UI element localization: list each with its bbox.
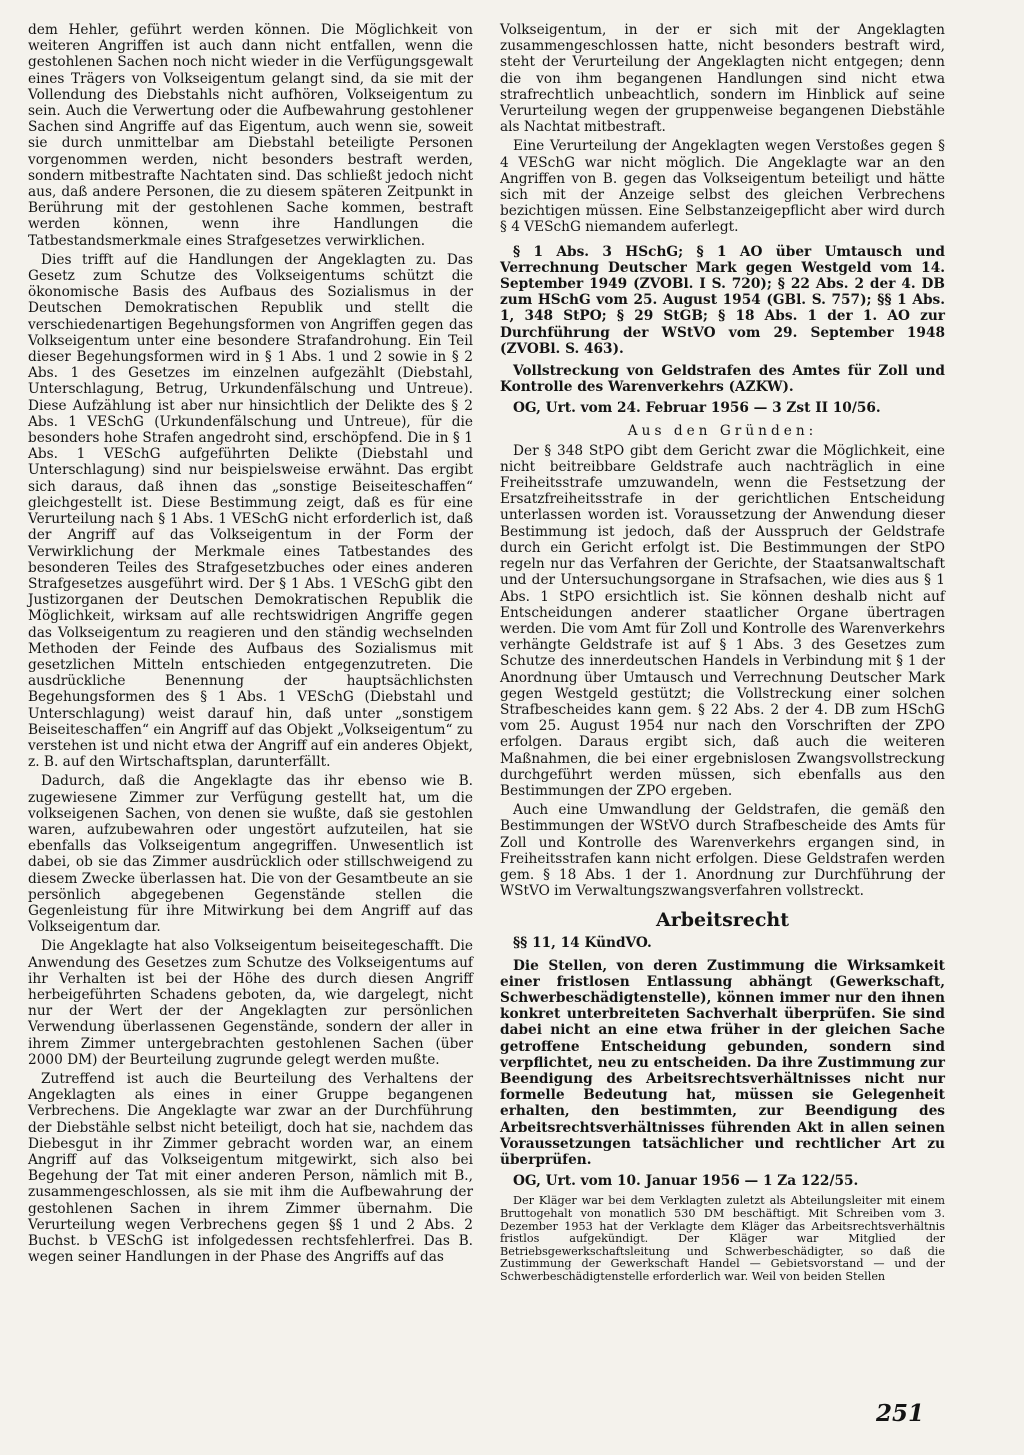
case-headnote: Die Stellen, von deren Zustimmung die Wirksamkeit einer fristlosen Entlassung abhängt (Gewerkschaft, Schwerbeschädigtenstelle), können immer nur den ihnen konkret unterbreiteten Sachverhalt überprüfen. Sie sind dabei nicht an eine etwa früher in der gleichen Sache getroffene Entscheidung gebunden, sondern sind verpflichtet, neu zu entscheiden. Da ihre Zustimmung zur Beendigung des Arbeitsrechtsverhältnisses nicht nur formelle Bedeutung hat, müssen sie Gelegenheit erhalten, den bestimmten, zur Beendigung des Arbeitsrechtsverhältnisses führenden Akt in allen seinen Voraussetzungen tatsächlicher und rechtlicher Art zu überprüfen. [500,957,945,1168]
paragraph: Die Angeklagte hat also Volkseigentum beiseitegeschafft. Die Anwendung des Gesetzes zum Schutze des Volkseigentums auf ihr Verhalten ist bei der Höhe des durch diesen Angriff herbeigeführten Schadens geboten, da, wie dargelegt, nicht nur der Wert der der Angeklagten zur persönlichen Verwendung überlassenen Gegenstände, sondern der aller in ihrem Zimmer untergebrachten gestohlenen Sachen (über 2000 DM) der Beurteilung zugrunde gelegt werden mußte. [28,938,473,1068]
case-citation: OG, Urt. vom 24. Februar 1956 — 3 Zst II 10/56. [513,400,881,417]
paragraph: Dies trifft auf die Handlungen der Angeklagten zu. Das Gesetz zum Schutze des Volkseigentums schützt die ökonomische Basis des Aufbaus des Sozialismus in der Deutschen Demokratischen Republik und stellt die verschiedenartigen Begehungsformen von Angriffen gegen das Volkseigentum unter eine besondere Strafandrohung. Ein Teil dieser Begehungsformen wird in § 1 Abs. 1 und 2 sowie in § 2 Abs. 1 des Gesetzes im einzelnen aufgezählt (Diebstahl, Unterschlagung, Betrug, Urkundenfälschung und Untreue). Diese Aufzählung ist aber nur hinsichtlich der Delikte des § 2 Abs. 1 VESchG (Urkundenfälschung und Untreue), für die besonders hohe Strafen angedroht sind, erschöpfend. Die in § 1 Abs. 1 VESchG aufgeführten Delikte (Diebstahl und Unterschlagung) sind nur beispielsweise erwähnt. Das ergibt sich daraus, daß ihnen das „sonstige Beiseiteschaffen“ gleichgestellt ist. Diese Bestimmung zeigt, daß es für eine Verurteilung nach § 1 Abs. 1 VESchG nicht erforderlich ist, daß der Angriff auf das Volkseigentum in der Form der Verwirklichung der Merkmale eines Tatbestandes des besonderen Teiles des Strafgesetzbuches oder eines anderen Strafgesetzes ausgeführt wird. Der § 1 Abs. 1 VESchG gibt den Justizorganen der Deutschen Demokratischen Republik die Möglichkeit, wirksam auf alle rechtswidrigen Angriffe gegen das Volkseigentum zu reagieren und den ständig wechselnden Methoden der Feinde des Aufbaus des Sozialismus mit gesetzlichen Mitteln entschieden entgegenzutreten. Die ausdrückliche Benennung der hauptsächlichsten Begehungsformen des § 1 Abs. 1 VESchG (Diebstahl und Unterschlagung) weist darauf hin, daß unter „sonstigem Beiseiteschaffen“ ein Angriff auf das Objekt „Volkseigentum“ zu verstehen ist und nicht etwa der Angriff auf ein anderes Objekt, z. B. auf den Wirtschaftsplan, darunterfällt. [28,251,474,771]
left-column [28,22,473,1268]
paragraph: Dadurch, daß die Angeklagte das ihr ebenso wie B. zugewiesene Zimmer zur Verfügung gestellt hat, um die volkseigenen Sachen, von denen sie wußte, daß sie gestohlen waren, aufzubewahren oder ungestört aufzuteilen, hat sie ebenfalls das Volkseigentum angegriffen. Unwesentlich ist dabei, ob sie das Zimmer ausdrücklich oder stillschweigend zu diesem Zwecke überlassen hat. Die von der Gesamtbeute an sie persönlich abgegebenen Gegenstände stellen die Gegenleistung für ihre Mitwirkung bei dem Angriff auf das Volkseigentum dar. [28,773,473,936]
paragraph: dem Hehler, geführt werden können. Die Möglichkeit von weiteren Angriffen ist auch dann nicht entfallen, wenn die gestohlenen Sachen noch nicht wieder in die Verfügungsgewalt eines Trägers von Volkseigentum gelangt sind, da sie mit der Vollendung des Diebstahls nicht aufhören, Volkseigentum zu sein. Auch die Verwertung oder die Aufbewahrung gestohlener Sachen sind Angriffe auf das Eigentum, auch wenn sie, soweit sie durch unmittelbar am Diebstahl beteiligte Personen vorgenommen werden, nicht besonders bestraft werden, sondern mitbestrafte Nachtaten sind. Das schließt jedoch nicht aus, daß andere Personen, die zu diesem späteren Zeitpunkt in Berührung mit der gestohlenen Sache kommen, bestraft werden können, wenn ihre Handlungen die Tatbestandsmerkmale eines Strafgesetzes verwirklichen. [28,22,473,249]
page-number: 251 [876,1400,925,1427]
paragraph: Zutreffend ist auch die Beurteilung des Verhaltens der Angeklagten als eines in einer Gruppe begangenen Verbrechens. Die Angeklagte war zwar an der Durchführung der Diebstähle selbst nicht beteiligt, doch hat sie, nachdem das Diebesgut in ihr Zimmer gebracht worden war, an einem Angriff auf das Volkseigentum mitgewirkt, sich also bei Begehung der Tat mit einer anderen Person, nämlich mit B., zusammengeschlossen, als sie mit ihm die Aufbewahrung der gestohlenen Sachen in ihrem Zimmer übernahm. Die Verurteilung wegen Verbrechens gegen §§ 1 und 2 Abs. 2 Buchst. b VESchG ist infolgedessen rechtsfehlerfrei. Das B. wegen seiner Handlungen in der Phase des Angriffs auf das [28,1071,473,1266]
section-title: Arbeitsrecht [655,909,790,932]
paragraph: Auch eine Umwandlung der Geldstrafen, die gemäß den Bestimmungen der WStVO durch Strafbescheide des Amts für Zoll und Kontrolle des Warenverkehrs ergangen sind, in Freiheitsstrafen kann nicht erfolgen. Diese Geldstrafen werden gem. § 18 Abs. 1 der 1. Anordnung zur Durchführung der WStVO im Verwaltungszwangsverfahren vollstreckt. [500,802,945,900]
paragraph: Eine Verurteilung der Angeklagten wegen Verstoßes gegen § 4 VESchG war nicht möglich. Die Angeklagte war an den Angriffen von B. gegen das Volkseigentum beteiligt und hätte sich mit der Anzeige selbst des gleichen Verbrechens bezichtigen müssen. Eine Selbstanzeigepflicht aber wird durch § 4 VESchG niemandem auferlegt. [500,138,945,236]
case-legal-references: §§ 11, 14 KündVO. [513,935,652,952]
grounds-label: Aus den Gründen: [627,422,818,439]
case-legal-references: § 1 Abs. 3 HSchG; § 1 AO über Umtausch und Verrechnung Deutscher Mark gegen Westgeld vom 14. September 1949 (ZVOBl. I S. 720); § 22 Abs. 2 der 4. DB zum HSchG vom 25. August 1954 (GBl. S. 757); §§ 1 Abs. 1, 348 StPO; § 29 StGB; § 18 Abs. 1 der 1. AO zur Durchführung der WStVO vom 29. September 1948 (ZVOBl. S. 463). [500,243,945,357]
right-column [500,22,945,1287]
case-facts: Der Kläger war bei dem Verklagten zuletzt als Abteilungsleiter mit einem Bruttogehalt von monatlich 530 DM beschäftigt. Mit Schreiben vom 3. Dezember 1953 hat der Verklagte dem Kläger das Arbeitsrechtsverhältnis fristlos aufgekündigt. Der Kläger war Mitglied der Betriebsgewerkschaftsleitung und Schwerbeschädigter, so daß die Zustimmung der Gewerkschaft Handel — Gebietsvorstand — und der Schwerbeschädigtenstelle erforderlich war. Weil von beiden Stellen [500,1194,945,1283]
paragraph: Der § 348 StPO gibt dem Gericht zwar die Möglichkeit, eine nicht beitreibbare Geldstrafe auch nachträglich in eine Freiheitsstrafe umzuwandeln, wenn die Festsetzung der Ersatzfreiheitsstrafe in der gerichtlichen Entscheidung unterlassen worden ist. Voraussetzung der Anwendung dieser Bestimmung ist jedoch, daß der Ausspruch der Geldstrafe durch ein Gericht erfolgt ist. Die Bestimmungen der StPO regeln nur das Verfahren der Gerichte, der Staatsanwaltschaft und der Untersuchungsorgane in Strafsachen, wie dies aus § 1 Abs. 1 StPO ersichtlich ist. Sie können deshalb nicht auf Entscheidungen anderer staatlicher Organe übertragen werden. Die vom Amt für Zoll und Kontrolle des Warenverkehrs verhängte Geldstrafe ist auf § 1 Abs. 3 des Gesetzes zum Schutze des innerdeutschen Handels in Verbindung mit § 1 der Anordnung über Umtausch und Verrechnung Deutscher Mark gegen Westgeld gestützt; die Vollstreckung einer solchen Strafbescheides kann gem. § 22 Abs. 2 der 4. DB zum HSchG vom 25. August 1954 nur nach den Vorschriften der ZPO erfolgen. Daraus ergibt sich, daß auch die weiteren Maßnahmen, die bei einer ergebnislosen Zwangsvollstreckung durchgeführt werden müssen, sich ebenfalls aus den Bestimmungen der ZPO ergeben. [500,442,945,799]
paragraph: Volkseigentum, in der er sich mit der Angeklagten zusammengeschlossen hatte, nicht besonders bestraft wird, steht der Verurteilung der Angeklagten nicht entgegen; denn die von ihm begangenen Handlungen sind nicht etwa strafrechtlich unbeachtlich, sondern im Hinblick auf seine Verurteilung wegen der gruppenweise begangenen Diebstähle als Nachtat mitbestraft. [500,22,945,136]
case-citation: OG, Urt. vom 10. Januar 1956 — 1 Za 122/55. [513,1173,859,1190]
case-headnote: Vollstreckung von Geldstrafen des Amtes für Zoll und Kontrolle des Warenverkehrs (AZKW). [500,363,945,396]
